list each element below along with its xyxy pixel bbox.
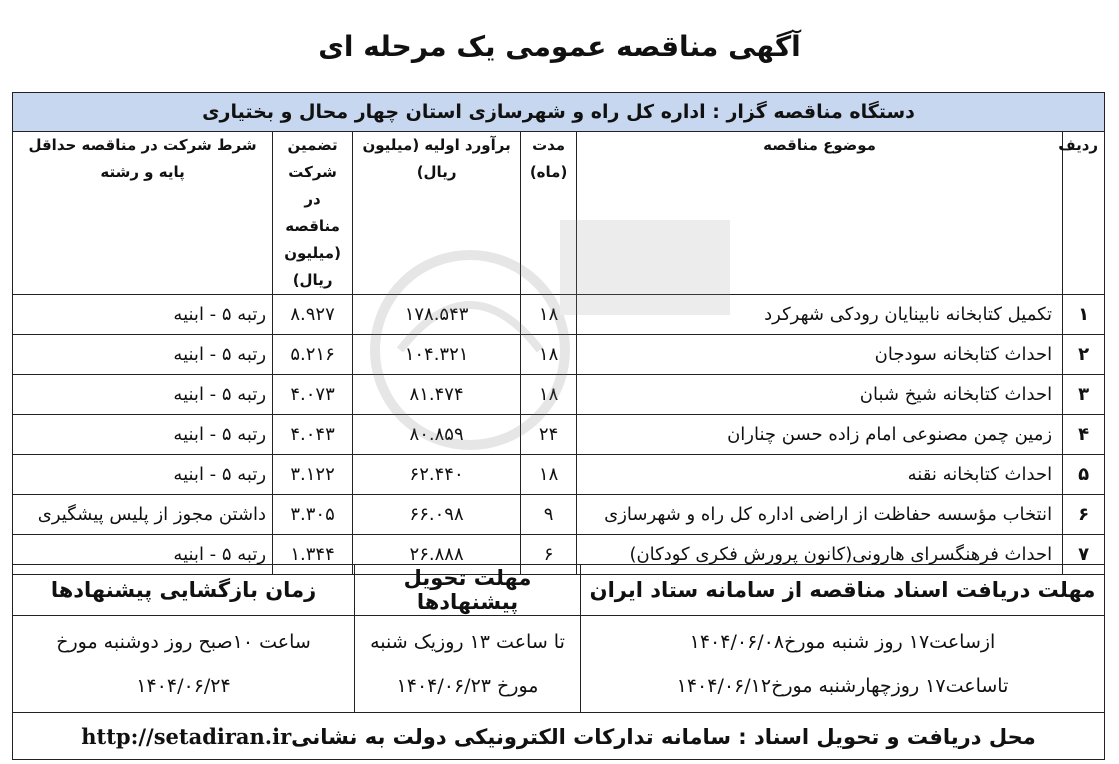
row-condition: رتبه ۵ - ابنیه (13, 535, 273, 575)
table-row (13, 375, 1105, 415)
row-duration: ۱۸ (521, 455, 577, 495)
header-row-number: ردیف (1063, 132, 1105, 295)
row-estimate: ۸۰.۸۵۹ (353, 415, 521, 455)
row-estimate: ۱۰۴.۳۲۱ (353, 335, 521, 375)
document-location (13, 713, 1105, 760)
row-duration: ۱۸ (521, 375, 577, 415)
row-guarantee: ۵.۲۱۶ (273, 335, 353, 375)
opening-time-line2: ۱۴۰۴/۰۶/۲۴ (136, 675, 231, 697)
table-row (13, 415, 1105, 455)
row-number: ۶ (1063, 495, 1105, 535)
row-condition: رتبه ۵ - ابنیه (13, 455, 273, 495)
row-number: ۲ (1063, 335, 1105, 375)
table-row (13, 295, 1105, 335)
row-number: ۴ (1063, 415, 1105, 455)
header-condition: شرط شرکت در مناقصه حداقل پایه و رشته (13, 132, 273, 295)
row-subject: احداث کتابخانه شیخ شبان (577, 375, 1063, 415)
organizer-banner: دستگاه مناقصه گزار : اداره کل راه و شهرسازی استان چهار محال و بختیاری (13, 93, 1105, 132)
row-duration: ۱۸ (521, 335, 577, 375)
submit-deadline-title: مهلت تحویل پیشنهادها (355, 565, 581, 616)
row-number: ۱ (1063, 295, 1105, 335)
row-subject: زمین چمن مصنوعی امام زاده حسن چناران (577, 415, 1063, 455)
row-guarantee: ۱.۳۴۴ (273, 535, 353, 575)
docs-deadline-cell (581, 616, 1105, 713)
row-duration: ۶ (521, 535, 577, 575)
row-duration: ۲۴ (521, 415, 577, 455)
header-estimate: برآورد اولیه (میلیون ریال) (353, 132, 521, 295)
submit-deadline-cell (355, 616, 581, 713)
row-guarantee: ۳.۱۲۲ (273, 455, 353, 495)
opening-time-title: زمان بازگشایی پیشنهادها (13, 565, 355, 616)
document-location-label: محل دریافت و تحویل اسناد : سامانه تدارکات الکترونیکی دولت به نشانی (291, 724, 1036, 749)
submit-deadline-line1: تا ساعت ۱۳ روزیک شنبه (370, 631, 565, 653)
row-condition: رتبه ۵ - ابنیه (13, 415, 273, 455)
docs-deadline-from: ازساعت۱۷ روز شنبه مورخ۱۴۰۴/۰۶/۰۸ (689, 631, 996, 653)
row-guarantee: ۴.۰۴۳ (273, 415, 353, 455)
row-subject: تکمیل کتابخانه نابینایان رودکی شهرکرد (577, 295, 1063, 335)
docs-deadline-title: مهلت دریافت اسناد مناقصه از سامانه ستاد ایران (581, 565, 1105, 616)
opening-time-line1: ساعت ۱۰صبح روز دوشنبه مورخ (56, 631, 311, 653)
row-subject: انتخاب مؤسسه حفاظت از اراضی اداره کل راه و شهرسازی (577, 495, 1063, 535)
table-row (13, 335, 1105, 375)
row-estimate: ۲۶.۸۸۸ (353, 535, 521, 575)
row-number: ۷ (1063, 535, 1105, 575)
row-subject: احداث فرهنگسرای هارونی(کانون پرورش فکری کودکان) (577, 535, 1063, 575)
tender-table (12, 92, 1105, 575)
row-duration: ۹ (521, 495, 577, 535)
row-number: ۵ (1063, 455, 1105, 495)
setadiran-link[interactable]: http://setadiran.ir (81, 723, 292, 749)
page-title: آگهی مناقصه عمومی یک مرحله ای (318, 30, 801, 63)
row-estimate: ۸۱.۴۷۴ (353, 375, 521, 415)
row-condition: داشتن مجوز از پلیس پیشگیری (13, 495, 273, 535)
row-condition: رتبه ۵ - ابنیه (13, 335, 273, 375)
row-number: ۳ (1063, 375, 1105, 415)
row-estimate: ۶۲.۴۴۰ (353, 455, 521, 495)
submit-deadline-line2: مورخ ۱۴۰۴/۰۶/۲۳ (396, 675, 539, 697)
row-condition: رتبه ۵ - ابنیه (13, 375, 273, 415)
row-subject: احداث کتابخانه نقنه (577, 455, 1063, 495)
row-estimate: ۶۶.۰۹۸ (353, 495, 521, 535)
deadlines-table (12, 564, 1105, 760)
row-subject: احداث کتابخانه سودجان (577, 335, 1063, 375)
table-row (13, 495, 1105, 535)
row-guarantee: ۸.۹۲۷ (273, 295, 353, 335)
header-guarantee: تضمین شرکت در مناقصه (میلیون ریال) (273, 132, 353, 295)
row-estimate: ۱۷۸.۵۴۳ (353, 295, 521, 335)
row-duration: ۱۸ (521, 295, 577, 335)
row-condition: رتبه ۵ - ابنیه (13, 295, 273, 335)
table-row (13, 455, 1105, 495)
opening-time-cell (13, 616, 355, 713)
docs-deadline-to: تاساعت۱۷ روزچهارشنبه مورخ۱۴۰۴/۰۶/۱۲ (676, 675, 1009, 697)
header-subject: موضوع مناقصه (577, 132, 1063, 295)
row-guarantee: ۴.۰۷۳ (273, 375, 353, 415)
header-duration: مدت (ماه) (521, 132, 577, 295)
row-guarantee: ۳.۳۰۵ (273, 495, 353, 535)
